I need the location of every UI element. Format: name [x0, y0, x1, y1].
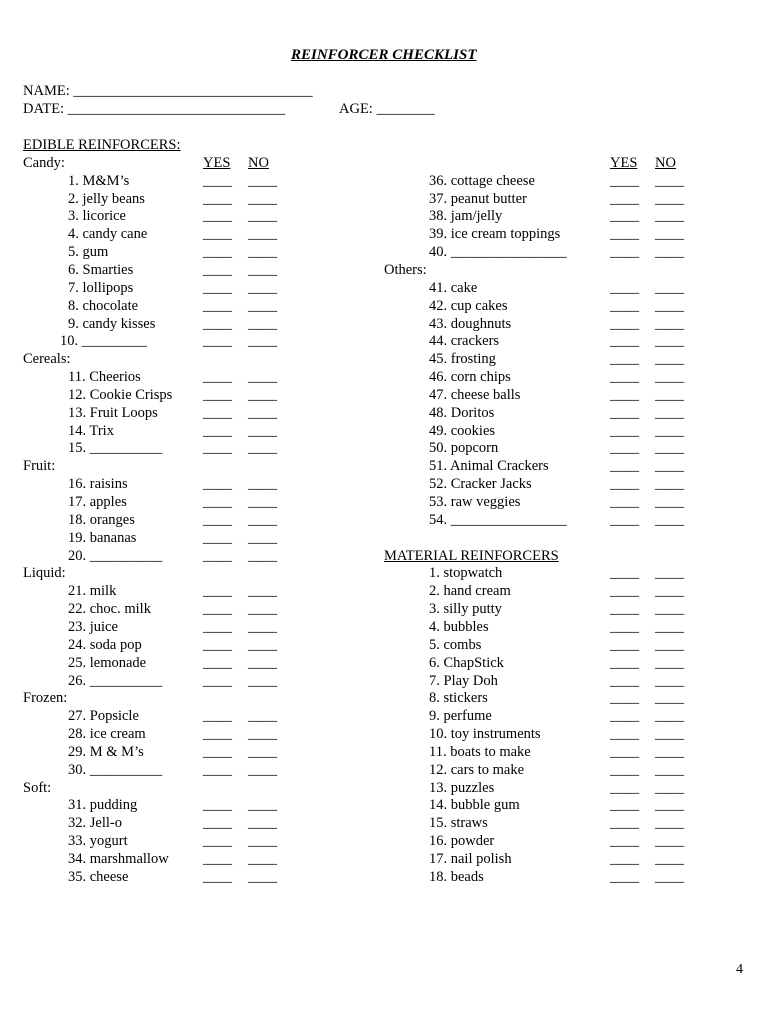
no-blank[interactable]: ____ — [655, 351, 684, 368]
checklist-item: 31. pudding — [68, 797, 138, 814]
yes-blank[interactable]: ____ — [610, 494, 639, 510]
yes-blank[interactable]: ____ — [610, 868, 639, 885]
checklist-item: 17. apples — [68, 494, 127, 510]
yes-blank[interactable]: ____ — [203, 494, 232, 510]
checklist-item: 52. Cracker Jacks — [429, 476, 532, 493]
yes-blank[interactable]: ____ — [610, 761, 639, 778]
yes-blank[interactable]: ____ — [203, 547, 232, 564]
yes-blank[interactable]: ____ — [610, 226, 639, 243]
yes-blank[interactable]: ____ — [203, 726, 232, 743]
checklist-item: 13. Fruit Loops — [68, 404, 158, 421]
yes-blank[interactable]: ____ — [610, 743, 639, 760]
checklist-item: 43. doughnuts — [429, 315, 512, 332]
checklist-item: 4. candy cane — [68, 226, 148, 243]
checklist-item: 11. Cheerios — [68, 369, 141, 386]
no-blank[interactable]: ____ — [655, 404, 684, 421]
no-blank[interactable]: ____ — [248, 261, 277, 278]
no-blank[interactable]: ____ — [655, 208, 684, 225]
checklist-item: 9. candy kisses — [68, 315, 156, 332]
yes-blank[interactable]: ____ — [203, 476, 232, 493]
checklist-item: 14. Trix — [68, 422, 114, 439]
checklist-item: 46. corn chips — [429, 369, 511, 386]
no-blank[interactable]: ____ — [248, 743, 277, 760]
no-blank[interactable]: ____ — [248, 404, 277, 421]
no-blank[interactable]: ____ — [248, 529, 277, 546]
page-title: REINFORCER CHECKLIST — [291, 47, 477, 63]
yes-blank[interactable]: ____ — [203, 797, 232, 814]
checklist-item: 2. jelly beans — [68, 190, 145, 207]
yes-blank[interactable]: ____ — [203, 761, 232, 778]
yes-blank[interactable]: ____ — [610, 636, 639, 653]
checklist-item: 12. Cookie Crisps — [68, 386, 173, 403]
checklist-item: 45. frosting — [429, 351, 496, 368]
no-blank[interactable]: ____ — [655, 797, 684, 814]
yes-blank[interactable]: ____ — [610, 386, 639, 403]
no-blank[interactable]: ____ — [248, 511, 277, 528]
category-label: Fruit: — [23, 458, 56, 475]
no-blank[interactable]: ____ — [655, 369, 684, 386]
no-blank[interactable]: ____ — [655, 386, 684, 403]
yes-blank[interactable]: ____ — [203, 208, 232, 225]
checklist-item: 8. chocolate — [68, 297, 139, 314]
checklist-item: 4. bubbles — [429, 618, 489, 635]
no-blank[interactable]: ____ — [655, 672, 684, 689]
no-blank[interactable]: ____ — [248, 618, 277, 635]
yes-blank[interactable]: ____ — [610, 601, 639, 618]
yes-blank[interactable]: ____ — [203, 618, 232, 635]
yes-blank[interactable]: ____ — [203, 583, 232, 600]
yes-blank[interactable]: ____ — [610, 833, 639, 850]
yes-blank[interactable]: ____ — [610, 458, 639, 475]
yes-blank[interactable]: ____ — [610, 404, 639, 421]
checklist-item: 3. silly putty — [429, 601, 502, 618]
category-label: Candy: — [23, 154, 65, 171]
yes-blank[interactable]: ____ — [610, 815, 639, 832]
checklist-item: 9. perfume — [429, 708, 492, 725]
checklist-item: 14. bubble gum — [429, 797, 520, 814]
checklist-item: 6. ChapStick — [429, 654, 504, 671]
checklist-item: 12. cars to make — [429, 761, 525, 778]
checklist-item: 17. nail polish — [429, 851, 512, 867]
yes-blank[interactable]: ____ — [203, 369, 232, 386]
checklist-item: 41. cake — [429, 279, 478, 296]
no-blank[interactable]: ____ — [655, 654, 684, 671]
yes-blank[interactable]: ____ — [203, 601, 232, 618]
yes-blank[interactable]: ____ — [203, 333, 232, 350]
yes-blank[interactable]: ____ — [203, 226, 232, 243]
yes-blank[interactable]: ____ — [610, 583, 639, 600]
checklist-item: 23. juice — [68, 618, 118, 635]
yes-blank[interactable]: ____ — [203, 708, 232, 725]
yes-blank[interactable]: ____ — [203, 529, 232, 546]
section-heading: MATERIAL REINFORCERS — [384, 547, 559, 564]
checklist-item: 19. bananas — [68, 529, 137, 546]
yes-header: YES — [610, 154, 638, 171]
yes-blank[interactable]: ____ — [203, 440, 232, 457]
no-blank[interactable]: ____ — [248, 851, 277, 867]
no-blank[interactable]: ____ — [248, 333, 277, 350]
no-blank[interactable]: ____ — [655, 868, 684, 885]
age-field[interactable]: AGE: ________ — [339, 101, 435, 117]
checklist-item: 1. stopwatch — [429, 565, 503, 582]
yes-blank[interactable]: ____ — [610, 779, 639, 796]
yes-blank[interactable]: ____ — [610, 208, 639, 225]
checklist-item: 20. __________ — [68, 547, 163, 564]
no-blank[interactable]: ____ — [248, 440, 277, 457]
yes-blank[interactable]: ____ — [610, 797, 639, 814]
no-blank[interactable]: ____ — [655, 761, 684, 778]
yes-blank[interactable]: ____ — [610, 708, 639, 725]
yes-blank[interactable]: ____ — [610, 440, 639, 457]
yes-blank[interactable]: ____ — [610, 851, 639, 867]
no-blank[interactable]: ____ — [655, 743, 684, 760]
checklist-item: 39. ice cream toppings — [429, 226, 561, 243]
no-blank[interactable]: ____ — [248, 386, 277, 403]
yes-blank[interactable]: ____ — [610, 244, 639, 261]
yes-blank[interactable]: ____ — [203, 815, 232, 832]
no-blank[interactable]: ____ — [655, 244, 684, 261]
category-label: Frozen: — [23, 690, 68, 707]
no-blank[interactable]: ____ — [248, 297, 277, 314]
yes-blank[interactable]: ____ — [610, 690, 639, 707]
checklist-item: 38. jam/jelly — [429, 208, 503, 225]
no-blank[interactable]: ____ — [655, 601, 684, 618]
yes-blank[interactable]: ____ — [610, 565, 639, 582]
yes-blank[interactable]: ____ — [203, 172, 232, 189]
no-blank[interactable]: ____ — [655, 279, 684, 296]
checklist-item: 18. beads — [429, 868, 484, 885]
no-blank[interactable]: ____ — [655, 494, 684, 510]
checklist-item: 40. ________________ — [429, 244, 567, 261]
checklist-item: 7. lollipops — [68, 279, 134, 296]
yes-blank[interactable]: ____ — [203, 851, 232, 867]
yes-blank[interactable]: ____ — [203, 672, 232, 689]
no-blank[interactable]: ____ — [655, 422, 684, 439]
yes-blank[interactable]: ____ — [610, 672, 639, 689]
no-blank[interactable]: ____ — [655, 511, 684, 528]
checklist-item: 42. cup cakes — [429, 297, 508, 314]
checklist-item: 2. hand cream — [429, 583, 511, 600]
no-blank[interactable]: ____ — [655, 851, 684, 867]
yes-blank[interactable]: ____ — [203, 404, 232, 421]
yes-blank[interactable]: ____ — [610, 297, 639, 314]
no-blank[interactable]: ____ — [248, 833, 277, 850]
checklist-item: 48. Doritos — [429, 404, 495, 421]
category-label: Cereals: — [23, 351, 71, 368]
section-heading: EDIBLE REINFORCERS: — [23, 137, 181, 153]
checklist-item: 22. choc. milk — [68, 601, 151, 618]
yes-blank[interactable]: ____ — [203, 654, 232, 671]
checklist-item: 24. soda pop — [68, 636, 142, 653]
no-blank[interactable]: ____ — [248, 422, 277, 439]
no-blank[interactable]: ____ — [655, 708, 684, 725]
no-header: NO — [248, 154, 269, 171]
no-blank[interactable]: ____ — [655, 618, 684, 635]
checklist-item: 33. yogurt — [68, 833, 128, 850]
yes-blank[interactable]: ____ — [610, 511, 639, 528]
no-blank[interactable]: ____ — [248, 868, 277, 885]
checklist-item: 28. ice cream — [68, 726, 146, 743]
no-blank[interactable]: ____ — [248, 208, 277, 225]
no-blank[interactable]: ____ — [655, 458, 684, 475]
checklist-item: 37. peanut butter — [429, 190, 527, 207]
checklist-item: 32. Jell-o — [68, 815, 122, 832]
name-field[interactable]: NAME: _________________________________ — [23, 83, 313, 99]
checklist-item: 44. crackers — [429, 333, 500, 350]
no-blank[interactable]: ____ — [248, 708, 277, 725]
no-blank[interactable]: ____ — [248, 172, 277, 189]
yes-blank[interactable]: ____ — [610, 315, 639, 332]
checklist-item: 15. __________ — [68, 440, 163, 457]
no-blank[interactable]: ____ — [248, 601, 277, 618]
yes-blank[interactable]: ____ — [610, 369, 639, 386]
no-blank[interactable]: ____ — [655, 333, 684, 350]
yes-blank[interactable]: ____ — [203, 261, 232, 278]
yes-blank[interactable]: ____ — [203, 422, 232, 439]
checklist-item: 11. boats to make — [429, 743, 531, 760]
no-blank[interactable]: ____ — [655, 297, 684, 314]
no-header: NO — [655, 154, 676, 171]
no-blank[interactable]: ____ — [655, 833, 684, 850]
checklist-item: 30. __________ — [68, 761, 163, 778]
no-blank[interactable]: ____ — [655, 583, 684, 600]
checklist-item: 10. toy instruments — [429, 726, 541, 743]
no-blank[interactable]: ____ — [248, 636, 277, 653]
no-blank[interactable]: ____ — [655, 172, 684, 189]
no-blank[interactable]: ____ — [248, 494, 277, 510]
yes-blank[interactable]: ____ — [203, 511, 232, 528]
checklist-item: 7. Play Doh — [429, 672, 498, 689]
checklist-item: 26. __________ — [68, 672, 163, 689]
checklist-item: 5. combs — [429, 636, 482, 653]
yes-blank[interactable]: ____ — [610, 333, 639, 350]
checklist-item: 8. stickers — [429, 690, 488, 707]
yes-blank[interactable]: ____ — [610, 422, 639, 439]
checklist-item: 35. cheese — [68, 868, 129, 885]
no-blank[interactable]: ____ — [248, 797, 277, 814]
checklist-item: 50. popcorn — [429, 440, 499, 457]
no-blank[interactable]: ____ — [655, 565, 684, 582]
no-blank[interactable]: ____ — [248, 583, 277, 600]
yes-blank[interactable]: ____ — [203, 315, 232, 332]
yes-blank[interactable]: ____ — [610, 726, 639, 743]
yes-blank[interactable]: ____ — [203, 636, 232, 653]
checklist-item: 1. M&M’s — [68, 172, 130, 189]
checklist-item: 18. oranges — [68, 511, 135, 528]
yes-blank[interactable]: ____ — [610, 351, 639, 368]
yes-blank[interactable]: ____ — [203, 244, 232, 261]
no-blank[interactable]: ____ — [248, 815, 277, 832]
yes-blank[interactable]: ____ — [610, 654, 639, 671]
no-blank[interactable]: ____ — [248, 244, 277, 261]
no-blank[interactable]: ____ — [655, 779, 684, 796]
yes-blank[interactable]: ____ — [203, 743, 232, 760]
checklist-item: 25. lemonade — [68, 654, 147, 671]
no-blank[interactable]: ____ — [248, 761, 277, 778]
no-blank[interactable]: ____ — [655, 476, 684, 493]
no-blank[interactable]: ____ — [655, 815, 684, 832]
yes-blank[interactable]: ____ — [203, 386, 232, 403]
checklist-item: 3. licorice — [68, 208, 126, 225]
no-blank[interactable]: ____ — [655, 190, 684, 207]
no-blank[interactable]: ____ — [248, 476, 277, 493]
checklist-item: 53. raw veggies — [429, 494, 521, 510]
yes-blank[interactable]: ____ — [203, 297, 232, 314]
category-label: Soft: — [23, 779, 52, 796]
checklist-item: 29. M & M’s — [68, 743, 144, 760]
yes-blank[interactable]: ____ — [610, 476, 639, 493]
no-blank[interactable]: ____ — [655, 690, 684, 707]
no-blank[interactable]: ____ — [655, 315, 684, 332]
checklist-item: 47. cheese balls — [429, 386, 521, 403]
checklist-item: 51. Animal Crackers — [429, 458, 549, 475]
no-blank[interactable]: ____ — [248, 726, 277, 743]
checklist-item: 54. ________________ — [429, 511, 567, 528]
checklist-item: 49. cookies — [429, 422, 496, 439]
no-blank[interactable]: ____ — [655, 636, 684, 653]
no-blank[interactable]: ____ — [248, 279, 277, 296]
date-field[interactable]: DATE: ______________________________ — [23, 101, 286, 117]
category-label: Others: — [384, 261, 427, 278]
checklist-item: 15. straws — [429, 815, 488, 832]
checklist-item: 16. powder — [429, 833, 495, 850]
yes-blank[interactable]: ____ — [203, 190, 232, 207]
checklist-item: 34. marshmallow — [68, 851, 169, 867]
no-blank[interactable]: ____ — [248, 672, 277, 689]
yes-blank[interactable]: ____ — [610, 190, 639, 207]
checklist-item: 27. Popsicle — [68, 708, 139, 725]
category-label: Liquid: — [23, 565, 66, 582]
checklist-item: 21. milk — [68, 583, 117, 600]
yes-blank[interactable]: ____ — [203, 868, 232, 885]
no-blank[interactable]: ____ — [248, 654, 277, 671]
yes-blank[interactable]: ____ — [610, 172, 639, 189]
page-number: 4 — [736, 962, 743, 977]
no-blank[interactable]: ____ — [248, 315, 277, 332]
yes-blank[interactable]: ____ — [610, 618, 639, 635]
checklist-item: 10. _________ — [60, 333, 147, 350]
no-blank[interactable]: ____ — [248, 547, 277, 564]
checklist-item: 13. puzzles — [429, 779, 495, 796]
yes-header: YES — [203, 154, 231, 171]
no-blank[interactable]: ____ — [655, 226, 684, 243]
yes-blank[interactable]: ____ — [203, 279, 232, 296]
checklist-item: 5. gum — [68, 244, 109, 261]
checklist-item: 16. raisins — [68, 476, 128, 493]
yes-blank[interactable]: ____ — [203, 833, 232, 850]
checklist-item: 6. Smarties — [68, 261, 134, 278]
no-blank[interactable]: ____ — [248, 369, 277, 386]
no-blank[interactable]: ____ — [655, 726, 684, 743]
no-blank[interactable]: ____ — [248, 190, 277, 207]
yes-blank[interactable]: ____ — [610, 279, 639, 296]
no-blank[interactable]: ____ — [248, 226, 277, 243]
no-blank[interactable]: ____ — [655, 440, 684, 457]
checklist-item: 36. cottage cheese — [429, 172, 535, 189]
